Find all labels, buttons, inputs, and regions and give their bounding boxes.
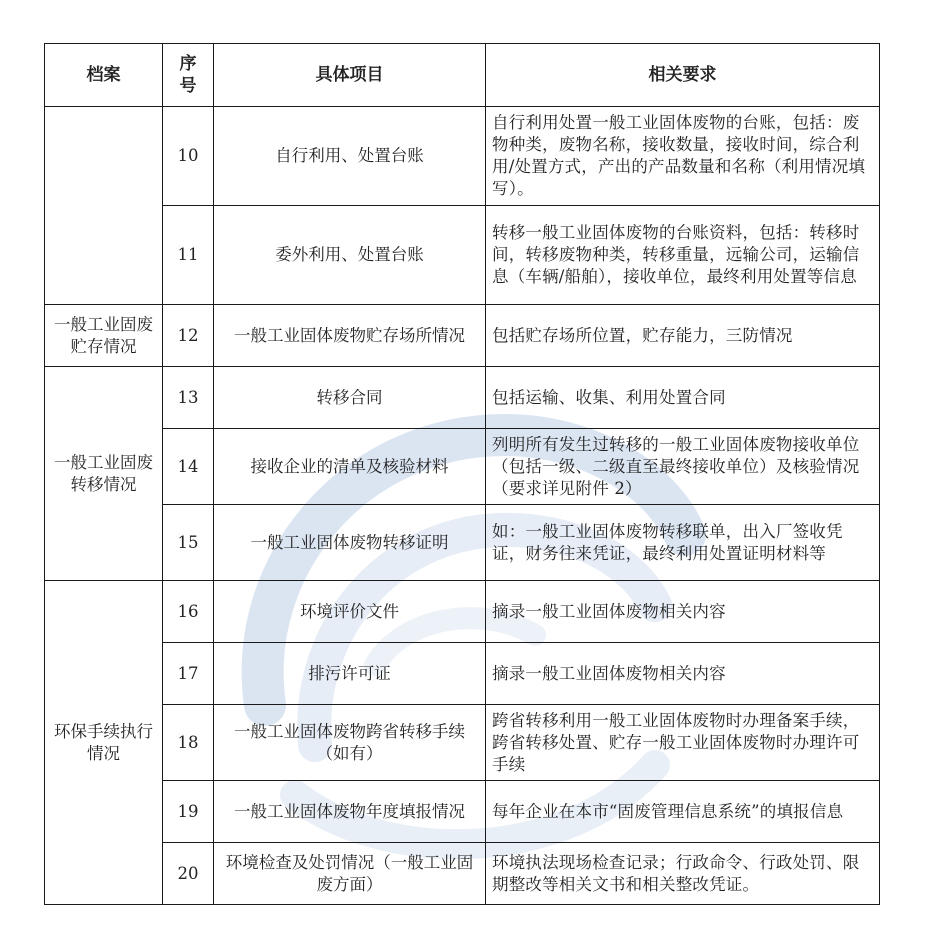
header-seq-text: 序号 [179,54,197,96]
requirement-cell: 包括贮存场所位置，贮存能力，三防情况 [486,305,880,367]
requirement-cell: 自行利用处置一般工业固体废物的台账，包括：废物种类，废物名称，接收数量，接收时间，综合利用/处置方式，产出的产品数量和名称（利用情况填写）。 [486,107,880,206]
requirement-cell: 包括运输、收集、利用处置合同 [486,367,880,429]
category-cell: 环保手续执行情况 [45,581,163,905]
requirement-cell: 转移一般工业固体废物的台账资料，包括：转移时间，转移废物种类，转移重量，远输公司，运输信息（车辆/船舶），接收单位，最终利用处置等信息 [486,206,880,305]
requirement-cell: 列明所有发生过转移的一般工业固体废物接收单位（包括一级、二级直至最终接收单位）及核验情况（要求详见附件 2） [486,429,880,505]
seq-cell: 11 [163,206,214,305]
seq-cell: 19 [163,781,214,843]
table-row [45,429,880,505]
requirement-cell: 摘录一般工业固体废物相关内容 [486,581,880,643]
table-row [45,581,880,643]
table-row [45,643,880,705]
seq-cell: 16 [163,581,214,643]
item-cell: 排污许可证 [214,643,486,705]
table-row [45,206,880,305]
item-cell: 环境检查及处罚情况（一般工业固废方面） [214,843,486,905]
table-row [45,781,880,843]
header-category: 档案 [45,44,163,107]
requirement-cell: 摘录一般工业固体废物相关内容 [486,643,880,705]
archive-table [44,43,880,905]
category-cell: 一般工业固废贮存情况 [45,305,163,367]
seq-cell: 20 [163,843,214,905]
item-cell: 转移合同 [214,367,486,429]
seq-cell: 10 [163,107,214,206]
table-row [45,305,880,367]
item-cell: 一般工业固体废物年度填报情况 [214,781,486,843]
item-cell: 自行利用、处置台账 [214,107,486,206]
item-cell: 接收企业的清单及核验材料 [214,429,486,505]
seq-cell: 12 [163,305,214,367]
table-row [45,705,880,781]
seq-cell: 17 [163,643,214,705]
item-cell: 委外利用、处置台账 [214,206,486,305]
requirement-cell: 环境执法现场检查记录；行政命令、行政处罚、限期整改等相关文书和相关整改凭证。 [486,843,880,905]
header-item: 具体项目 [214,44,486,107]
table-row [45,843,880,905]
category-cell [45,107,163,305]
requirement-cell: 跨省转移利用一般工业固体废物时办理备案手续，跨省转移处置、贮存一般工业固体废物时办理许可手续 [486,705,880,781]
item-cell: 一般工业固体废物跨省转移手续（如有） [214,705,486,781]
requirement-cell: 每年企业在本市“固废管理信息系统”的填报信息 [486,781,880,843]
table-row [45,367,880,429]
table-header-row [45,44,880,107]
item-cell: 一般工业固体废物贮存场所情况 [214,305,486,367]
requirement-cell: 如：一般工业固体废物转移联单，出入厂签收凭证，财务往来凭证，最终利用处置证明材料等 [486,505,880,581]
item-cell: 一般工业固体废物转移证明 [214,505,486,581]
header-seq [163,44,214,107]
table-row [45,505,880,581]
category-cell: 一般工业固废转移情况 [45,367,163,581]
header-requirement: 相关要求 [486,44,880,107]
seq-cell: 14 [163,429,214,505]
table-row [45,107,880,206]
seq-cell: 13 [163,367,214,429]
seq-cell: 18 [163,705,214,781]
item-cell: 环境评价文件 [214,581,486,643]
seq-cell: 15 [163,505,214,581]
